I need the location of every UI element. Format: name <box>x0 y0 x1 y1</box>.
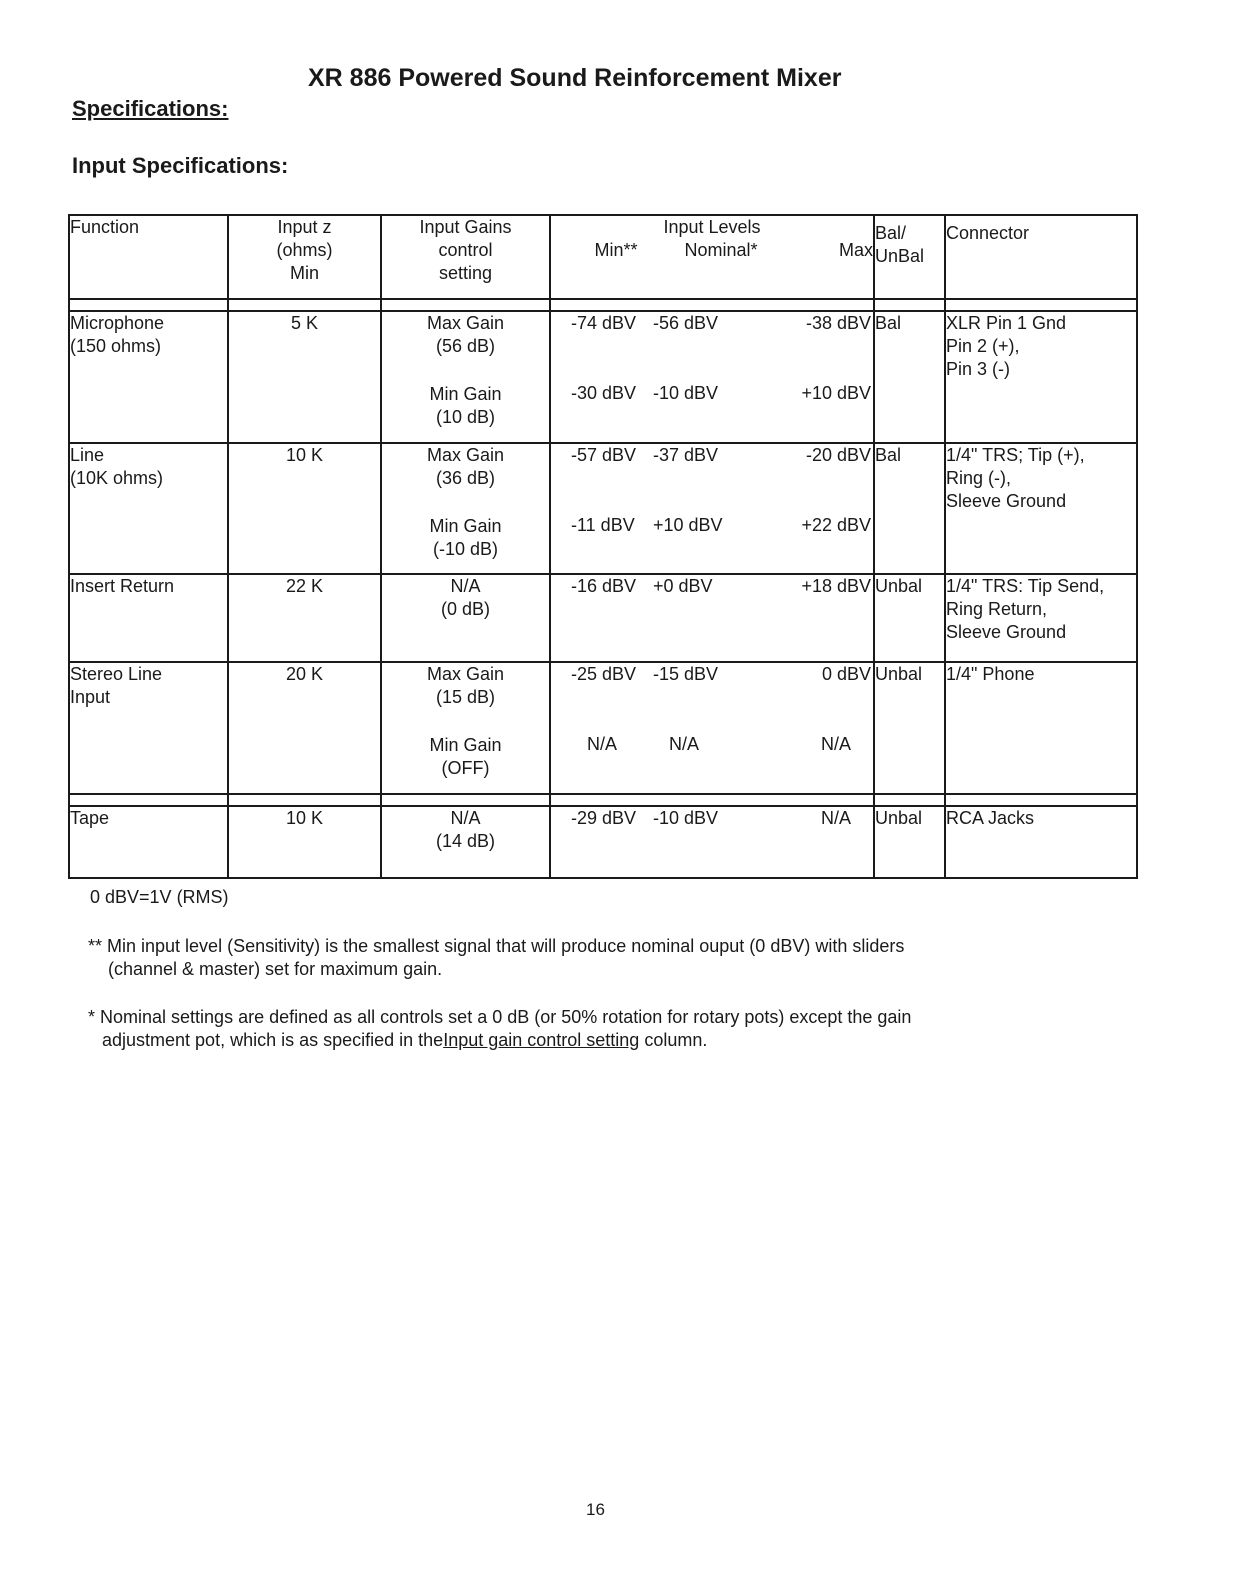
cell-input-z: 10 K <box>228 443 381 574</box>
cell-connector: RCA Jacks <box>945 806 1137 878</box>
table-row <box>69 806 1137 878</box>
header-input-levels: Input Levels Min** Nominal* Max <box>550 215 874 299</box>
cell-input-levels: -57 dBV -37 dBV -20 dBV -11 dBV +10 dBV +22 dBV <box>550 443 874 574</box>
cell-input-levels: -16 dBV +0 dBV +18 dBV <box>550 574 874 662</box>
header-input-gains: Input Gains control setting <box>381 215 550 299</box>
cell-gain-setting: N/A (0 dB) <box>381 574 550 662</box>
subsection-heading: Input Specifications: <box>72 153 289 178</box>
cell-connector: XLR Pin 1 Gnd Pin 2 (+), Pin 3 (-) <box>945 311 1137 442</box>
cell-gain-setting: Max Gain (36 dB) Min Gain (-10 dB) <box>381 443 550 574</box>
header-connector: Connector <box>945 215 1137 299</box>
cell-bal: Bal <box>874 443 945 574</box>
header-min: Min** <box>594 240 638 260</box>
cell-function: Stereo Line Input <box>69 662 228 793</box>
table-spacer-row <box>69 794 1137 806</box>
cell-bal: Bal <box>874 311 945 442</box>
cell-bal: Unbal <box>874 806 945 878</box>
cell-input-z: 5 K <box>228 311 381 442</box>
cell-connector: 1/4" TRS: Tip Send, Ring Return, Sleeve Ground <box>945 574 1137 662</box>
header-input-z: Input z (ohms) Min <box>228 215 381 299</box>
header-function: Function <box>69 215 228 299</box>
cell-input-levels: -25 dBV -15 dBV 0 dBV N/A N/A N/A <box>550 662 874 793</box>
header-bal: Bal/ UnBal <box>874 215 945 299</box>
cell-bal: Unbal <box>874 662 945 793</box>
header-nominal: Nominal* <box>684 240 758 260</box>
document-title: XR 886 Powered Sound Reinforcement Mixer <box>308 64 842 92</box>
page-number: 16 <box>586 1500 605 1519</box>
cell-gain-setting: N/A (14 dB) <box>381 806 550 878</box>
section-heading: Specifications: <box>72 96 229 121</box>
header-max: Max <box>838 240 873 260</box>
input-specifications-table <box>68 214 1138 879</box>
table-row <box>69 662 1137 793</box>
table-row <box>69 574 1137 662</box>
cell-input-z: 10 K <box>228 806 381 878</box>
table-row <box>69 311 1137 442</box>
cell-function: Insert Return <box>69 574 228 662</box>
gain-setting-reference: Input gain control setting <box>443 1030 640 1050</box>
footnote-min-level: ** Min input level (Sensitivity) is the smallest signal that will produce nominal ouput (0 dBV) with sliders (channel & master) set for maximum gain. <box>88 936 905 979</box>
cell-input-levels: -29 dBV -10 dBV N/A <box>550 806 874 878</box>
cell-input-z: 20 K <box>228 662 381 793</box>
cell-connector: 1/4" Phone <box>945 662 1137 793</box>
table-row <box>69 443 1137 574</box>
table-header-row <box>69 215 1137 299</box>
cell-function: Microphone (150 ohms) <box>69 311 228 442</box>
cell-input-levels: -74 dBV -56 dBV -38 dBV -30 dBV -10 dBV +10 dBV <box>550 311 874 442</box>
cell-gain-setting: Max Gain (15 dB) Min Gain (OFF) <box>381 662 550 793</box>
table-spacer-row <box>69 299 1137 311</box>
cell-input-z: 22 K <box>228 574 381 662</box>
footnote-nominal: * Nominal settings are defined as all controls set a 0 dB (or 50% rotation for rotary pots) except the gain adjustment pot, which is as specified in theInput gain control setting column. <box>88 1007 912 1050</box>
cell-function: Tape <box>69 806 228 878</box>
cell-gain-setting: Max Gain (56 dB) Min Gain (10 dB) <box>381 311 550 442</box>
cell-function: Line (10K ohms) <box>69 443 228 574</box>
cell-connector: 1/4" TRS; Tip (+), Ring (-), Sleeve Ground <box>945 443 1137 574</box>
footnote-dbv: 0 dBV=1V (RMS) <box>90 887 229 907</box>
cell-bal: Unbal <box>874 574 945 662</box>
